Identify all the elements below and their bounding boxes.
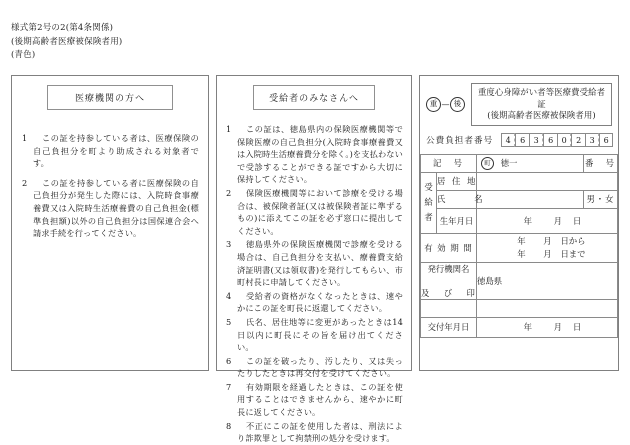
table-row (421, 154, 618, 172)
issue-date-month: 月 (553, 322, 562, 332)
validity-from-suffix: 日から (560, 235, 586, 246)
list-item (226, 420, 403, 445)
note-number: 7 (226, 381, 232, 392)
form-subtitle: (後期高齢者医療被保険者用) (11, 36, 123, 47)
number-label: 番 号 (584, 154, 618, 172)
digit-cell: 3 (585, 133, 599, 147)
validity-from-line (477, 235, 617, 248)
note-number: 2 (22, 177, 28, 188)
list-item (226, 290, 403, 315)
note-number: 1 (226, 124, 232, 134)
digit-cell: 3 (529, 133, 543, 147)
panel-for-recipients (216, 75, 412, 444)
list-item (226, 238, 403, 288)
form-color-note: (青色) (11, 50, 36, 60)
note-number: 4 (226, 290, 232, 301)
issuer-value[interactable]: 徳島県 (477, 262, 618, 299)
table-row (421, 299, 618, 317)
public-expense-number-row (420, 131, 618, 154)
note-text: 不正にこの証を使用した者は、刑法により詐欺罪として拘禁刑の処分を受けます。 (237, 420, 403, 444)
form-number: 様式第2号の2(第4条関係) (11, 23, 114, 33)
certificate-title-line1: 重度心身障がい者等医療費受給者証 (477, 87, 606, 109)
certificate-marks (426, 97, 465, 112)
circled-machi-icon: 町 (481, 157, 494, 170)
note-number: 5 (226, 316, 232, 327)
public-expense-label: 公費負担者番号 (426, 135, 494, 146)
panel-certificate (419, 75, 619, 371)
note-text: 受給者の資格がなくなったときは、速やかにこの証を町長に返還してください。 (237, 290, 403, 314)
note-text: 有効期限を経過したときは、この証を使用することはできませんから、速やかに町長に返してください。 (237, 381, 403, 418)
recipient-section-label: 受 給 者 (421, 172, 437, 233)
validity-to-line (477, 248, 617, 261)
symbol-value: 徳一 (500, 157, 518, 168)
name-label: 氏 名 (437, 190, 477, 208)
validity-to-year: 年 (517, 248, 526, 259)
panel-for-medical-institutions (11, 75, 209, 371)
note-text: 氏名、居住地等に変更があったときは14日以内に町長にその旨を届け出てください。 (237, 316, 403, 353)
list-item (22, 132, 199, 170)
validity-to-month: 月 (543, 248, 552, 259)
table-row (421, 262, 618, 299)
birth-day-unit: 日 (572, 215, 582, 226)
issue-date-value[interactable] (477, 317, 618, 337)
birth-value[interactable] (477, 208, 618, 233)
list-item (22, 177, 199, 240)
digit-cell: 4 (501, 133, 515, 147)
sex-field[interactable]: 男・女 (584, 190, 618, 208)
birth-year-unit: 年 (523, 215, 532, 226)
list-item (226, 187, 403, 237)
issue-date-label: 交付年月日 (421, 317, 477, 337)
validity-label: 有 効 期 間 (421, 233, 477, 262)
digit-cell: 6 (543, 133, 557, 147)
note-number: 6 (226, 355, 232, 366)
digit-cell: 2 (571, 133, 585, 147)
issue-date-year: 年 (523, 322, 532, 332)
table-row (421, 317, 618, 337)
address-label: 居 住 地 (437, 172, 477, 190)
issue-date-day: 日 (572, 322, 582, 332)
validity-to-suffix: 日まで (560, 248, 586, 259)
note-text: 保険医療機関等において診療を受ける場合は、被保険者証(又は被保険者証に準ずるもの)に添えてこの証を必ず窓口に提出してください。 (237, 187, 403, 236)
birth-label: 生年月日 (437, 208, 477, 233)
issuer-label-line2: 及 び 印 (421, 287, 478, 298)
certificate-fields-table (420, 154, 618, 338)
note-text: この証を持参している者は、医療保険の自己負担分を町より助成される対象者です。 (33, 133, 199, 169)
certificate-header (420, 76, 618, 131)
validity-from-month: 月 (543, 235, 552, 246)
blank-cell-left (421, 299, 477, 317)
panel-clinic-title: 医療機関の方へ (47, 85, 173, 110)
validity-value[interactable] (477, 233, 618, 262)
certificate-title-line2: (後期高齢者医療被保険者用) (487, 110, 596, 120)
note-number: 8 (226, 420, 232, 431)
digit-cell: 0 (557, 133, 571, 147)
digit-cell: 6 (515, 133, 529, 147)
list-item (226, 355, 403, 380)
note-text: この証は、徳島県内の保険医療機関等で保険医療の自己負担分(入院時食事療養費又は入院時生活療養費分を除く。)を支払わないで受診することができる証ですから大切に保持してください。 (237, 124, 403, 185)
issuer-label (421, 262, 477, 299)
table-row (421, 172, 618, 190)
blank-cell-right (477, 299, 618, 317)
table-row (421, 233, 618, 262)
circled-juu-icon: 重 (426, 97, 441, 112)
document-header (11, 22, 122, 63)
note-text: 徳島県外の保険医療機関で診療を受ける場合は、自己負担分を支払い、療養費支給済証明書(又は領収書)を発行してもらい、市町村長に申請してください。 (237, 239, 403, 288)
note-number: 3 (226, 239, 232, 250)
list-item (226, 316, 403, 354)
digit-cell: 6 (599, 133, 613, 147)
list-item (226, 381, 403, 419)
note-text: この証を破ったり、汚したり、又は失ったりしたときは再交付を受けてください。 (237, 355, 403, 379)
panel-recipient-title: 受給者のみなさんへ (253, 85, 375, 110)
mark-dash: — (441, 99, 450, 109)
list-item (226, 123, 403, 186)
name-value[interactable] (477, 190, 584, 208)
validity-from-year: 年 (517, 235, 526, 246)
issuer-label-line1: 発行機関名 (427, 263, 470, 274)
public-expense-digit-boxes (501, 133, 613, 147)
note-text: この証を持参している者に医療保険の自己負担分が発生した際には、入院時食事療養費又は入院時生活療養費の自己負担金(標準負担額)以外の自己負担分は国保連合会へ請求手続を行ってください。 (33, 177, 199, 239)
recipient-notes-list (226, 123, 403, 445)
birth-month-unit: 月 (553, 215, 562, 226)
clinic-notes-list (22, 132, 199, 240)
address-value[interactable] (477, 172, 618, 190)
note-number: 1 (22, 133, 28, 143)
note-number: 2 (226, 187, 232, 198)
symbol-label: 記 号 (421, 154, 477, 172)
circled-go-icon: 後 (450, 97, 465, 112)
table-row (421, 208, 618, 233)
table-row (421, 190, 618, 208)
symbol-value-cell[interactable] (477, 154, 584, 172)
certificate-title-box (471, 83, 612, 126)
